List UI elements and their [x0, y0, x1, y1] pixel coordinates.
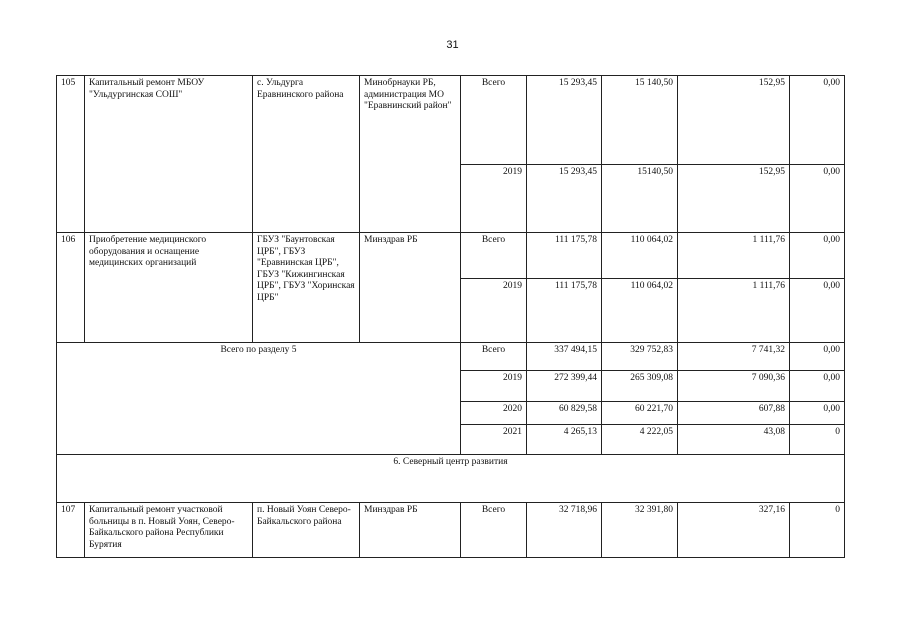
regional-cell: 152,95: [678, 76, 790, 165]
federal-cell: 110 064,02: [602, 279, 678, 343]
regional-cell: 7 741,32: [678, 343, 790, 371]
federal-cell: 265 309,08: [602, 371, 678, 402]
project-location: ГБУЗ "Баунтовская ЦРБ", ГБУЗ "Еравнинская ЦРБ", ГБУЗ "Кижингинская ЦРБ", ГБУЗ "Хоринская ЦРБ": [253, 233, 360, 343]
responsible-agency: Минобрнауки РБ, администрация МО "Еравнинский район": [360, 76, 461, 233]
page-number: 31: [446, 39, 459, 51]
row-number: 107: [57, 503, 85, 558]
regional-cell: 43,08: [678, 425, 790, 455]
federal-cell: 60 221,70: [602, 402, 678, 425]
period-cell: Всего: [461, 343, 527, 371]
budget-table: [56, 75, 845, 558]
total-cell: 4 265,13: [527, 425, 602, 455]
project-location: с. Ульдурга Еравнинского района: [253, 76, 360, 233]
other-cell: 0: [790, 425, 845, 455]
period-cell: Всего: [461, 76, 527, 165]
other-cell: 0,00: [790, 343, 845, 371]
section-total-label: Всего по разделу 5: [57, 343, 461, 455]
responsible-agency: Минздрав РБ: [360, 503, 461, 558]
table-row: [57, 343, 845, 371]
other-cell: 0,00: [790, 233, 845, 279]
other-cell: 0,00: [790, 279, 845, 343]
other-cell: 0,00: [790, 371, 845, 402]
regional-cell: 327,16: [678, 503, 790, 558]
other-cell: 0: [790, 503, 845, 558]
period-cell: 2019: [461, 279, 527, 343]
row-number: 105: [57, 76, 85, 233]
total-cell: 111 175,78: [527, 279, 602, 343]
period-cell: 2021: [461, 425, 527, 455]
project-name: Приобретение медицинского оборудования и оснащение медицинских организаций: [85, 233, 253, 343]
section-title: 6. Северный центр развития: [57, 455, 845, 503]
regional-cell: 1 111,76: [678, 279, 790, 343]
total-cell: 272 399,44: [527, 371, 602, 402]
federal-cell: 15140,50: [602, 165, 678, 233]
regional-cell: 1 111,76: [678, 233, 790, 279]
table-row: [57, 455, 845, 503]
responsible-agency: Минздрав РБ: [360, 233, 461, 343]
regional-cell: 607,88: [678, 402, 790, 425]
federal-cell: 4 222,05: [602, 425, 678, 455]
row-number: 106: [57, 233, 85, 343]
table-row: [57, 76, 845, 165]
federal-cell: 329 752,83: [602, 343, 678, 371]
period-cell: Всего: [461, 503, 527, 558]
regional-cell: 152,95: [678, 165, 790, 233]
period-cell: 2019: [461, 371, 527, 402]
total-cell: 337 494,15: [527, 343, 602, 371]
period-cell: Всего: [461, 233, 527, 279]
federal-cell: 32 391,80: [602, 503, 678, 558]
regional-cell: 7 090,36: [678, 371, 790, 402]
other-cell: 0,00: [790, 402, 845, 425]
total-cell: 111 175,78: [527, 233, 602, 279]
project-name: Капитальный ремонт МБОУ "Ульдургинская СОШ": [85, 76, 253, 233]
table-row: [57, 503, 845, 558]
period-cell: 2019: [461, 165, 527, 233]
project-name: Капитальный ремонт участковой больницы в п. Новый Уоян, Северо-Байкальского района Республики Бурятия: [85, 503, 253, 558]
federal-cell: 110 064,02: [602, 233, 678, 279]
total-cell: 15 293,45: [527, 76, 602, 165]
table-row: [57, 233, 845, 279]
period-cell: 2020: [461, 402, 527, 425]
project-location: п. Новый Уоян Северо-Байкальского района: [253, 503, 360, 558]
total-cell: 60 829,58: [527, 402, 602, 425]
total-cell: 32 718,96: [527, 503, 602, 558]
total-cell: 15 293,45: [527, 165, 602, 233]
federal-cell: 15 140,50: [602, 76, 678, 165]
other-cell: 0,00: [790, 165, 845, 233]
other-cell: 0,00: [790, 76, 845, 165]
